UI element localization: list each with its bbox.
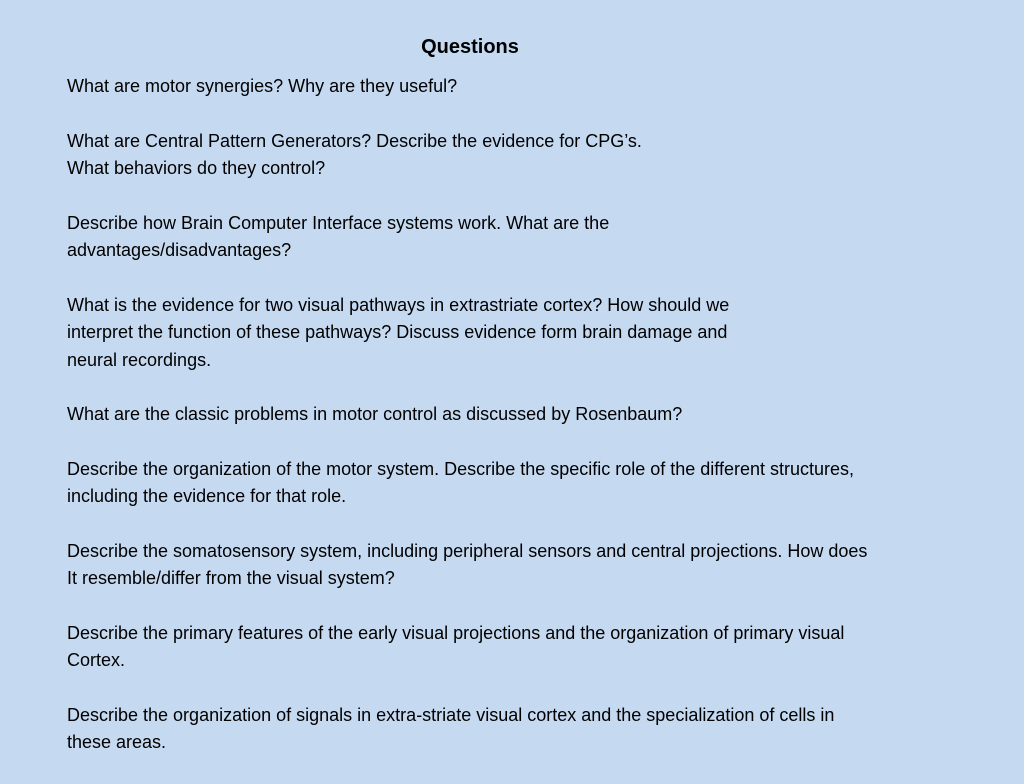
question-item — [67, 73, 1007, 101]
question-line: What are motor synergies? Why are they useful? — [67, 76, 458, 96]
question-line: neural recordings. — [67, 349, 212, 370]
slide-title: Questions — [421, 36, 519, 58]
question-item — [67, 456, 1007, 511]
question-line: Describe the primary features of the early visual projections and the organization of primary visual — [67, 622, 845, 643]
question-line: What are the classic problems in motor control as discussed by Rosenbaum? — [67, 404, 683, 424]
question-item — [67, 401, 1007, 429]
question-line: It resemble/differ from the visual system? — [67, 568, 395, 588]
question-line: Describe how Brain Computer Interface systems work. What are the — [67, 212, 610, 233]
question-item — [67, 620, 1007, 675]
question-item — [67, 292, 1007, 375]
question-item — [67, 702, 1007, 757]
question-item — [67, 128, 1007, 183]
question-line: Describe the somatosensory system, including peripheral sensors and central projections. How does — [67, 540, 868, 561]
question-line: What is the evidence for two visual pathways in extrastriate cortex? How should we — [67, 294, 730, 315]
question-line: Describe the organization of signals in extra-striate visual cortex and the specialization of cells in — [67, 704, 835, 725]
question-line: interpret the function of these pathways? Discuss evidence form brain damage and — [67, 322, 728, 342]
question-line: What behaviors do they control? — [67, 158, 326, 178]
question-line: including the evidence for that role. — [67, 486, 347, 506]
question-list — [67, 73, 1007, 784]
question-item — [67, 538, 1007, 593]
question-line: advantages/disadvantages? — [67, 240, 292, 260]
question-line: Cortex. — [67, 650, 126, 670]
question-line: Describe the organization of the motor system. Describe the specific role of the different structures, — [67, 458, 855, 479]
question-line: What are Central Pattern Generators? Describe the evidence for CPG’s. — [67, 130, 642, 151]
question-item — [67, 210, 1007, 265]
question-line: these areas. — [67, 732, 167, 752]
